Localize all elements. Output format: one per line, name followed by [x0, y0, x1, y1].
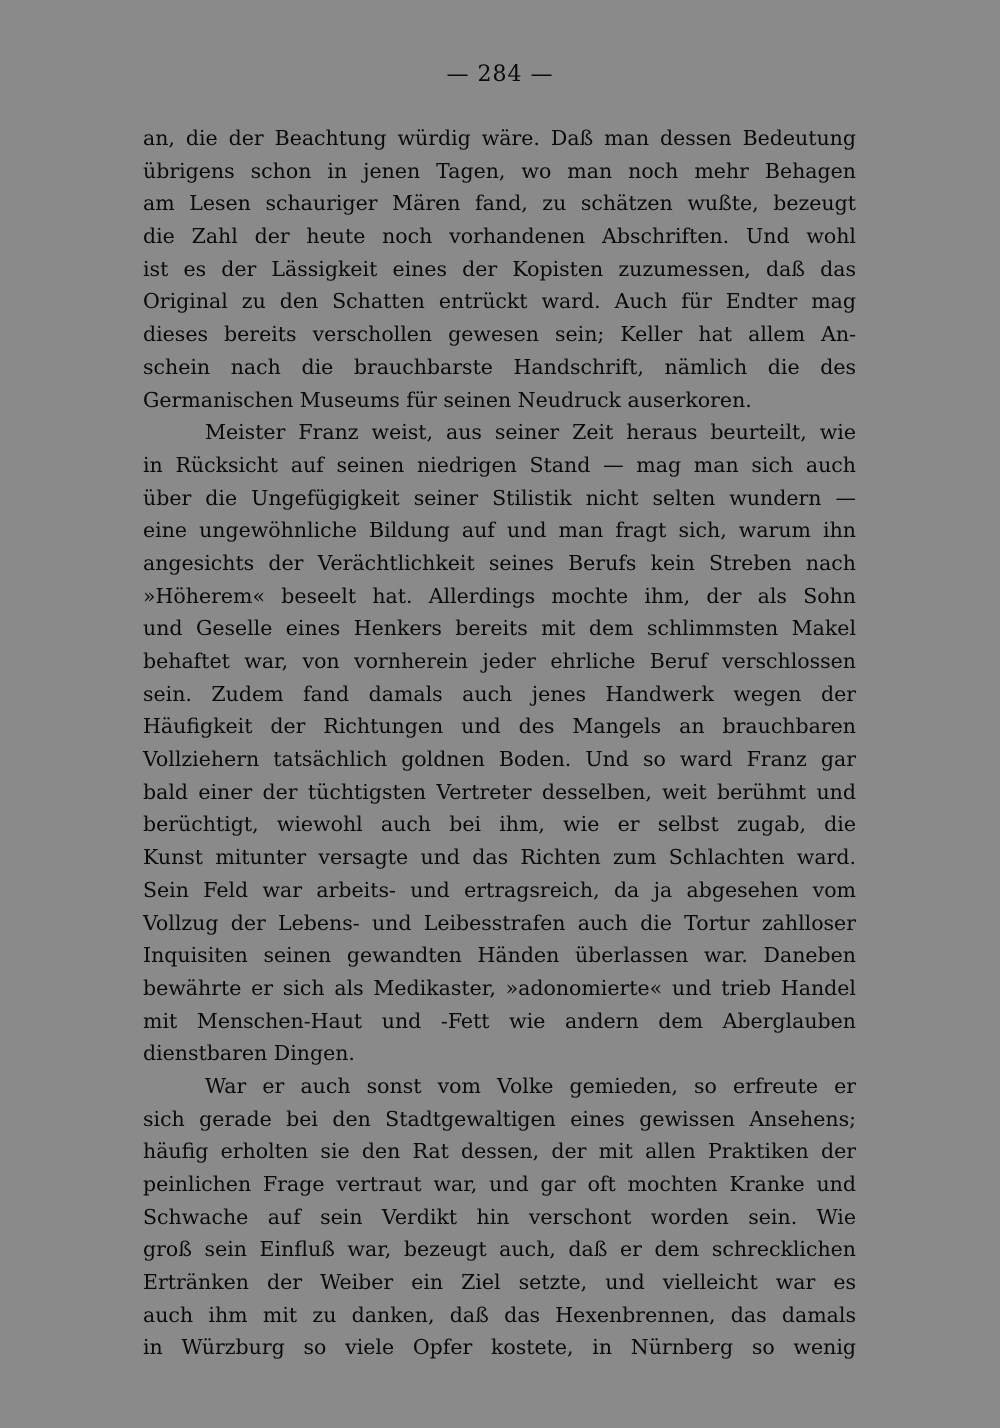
text-line: Inquisiten seinen gewandten Händen überlassen war. Daneben — [143, 943, 856, 968]
text-line: schein nach die brauchbarste Handschrift, nämlich die des — [143, 354, 856, 379]
text-line: mit Menschen-Haut und -Fett wie andern dem Aberglauben — [143, 1008, 856, 1033]
text-line: eine ungewöhnliche Bildung auf und man fragt sich, warum ihn — [143, 518, 856, 543]
text-line: Sein Feld war arbeits- und ertragsreich, da ja abgesehen vom — [143, 877, 856, 902]
text-line: bald einer der tüchtigsten Vertreter desselben, weit berühmt und — [143, 779, 856, 804]
text-line: in Würzburg so viele Opfer kostete, in Nürnberg so wenig — [143, 1335, 856, 1360]
text-line: groß sein Einfluß war, bezeugt auch, daß er dem schrecklichen — [143, 1237, 856, 1262]
text-line: Meister Franz weist, aus seiner Zeit heraus beurteilt, wie — [205, 420, 856, 445]
text-line: übrigens schon in jenen Tagen, wo man noch mehr Behagen — [143, 158, 856, 183]
text-line: dieses bereits verschollen gewesen sein; Keller hat allem An- — [143, 322, 856, 347]
text-line: Ertränken der Weiber ein Ziel setzte, und vielleicht war es — [143, 1270, 856, 1295]
text-line: bewährte er sich als Medikaster, »adonomierte« und trieb Handel — [143, 975, 856, 1000]
text-line: sein. Zudem fand damals auch jenes Handwerk wegen der — [143, 681, 856, 706]
text-line: dienstbaren Dingen. — [143, 1041, 355, 1066]
text-line: und Geselle eines Henkers bereits mit dem schlimmsten Makel — [143, 616, 856, 641]
text-line: Vollziehern tatsächlich goldnen Boden. Und so ward Franz gar — [143, 747, 856, 772]
text-line: über die Ungefügigkeit seiner Stilistik nicht selten wundern — — [143, 485, 856, 510]
text-line: häufig erholten sie den Rat dessen, der mit allen Praktiken der — [143, 1139, 856, 1164]
text-line: Häufigkeit der Richtungen und des Mangels an brauchbaren — [143, 714, 856, 739]
text-line: an, die der Beachtung würdig wäre. Daß man dessen Bedeutung — [143, 126, 856, 150]
text-line: Germanischen Museums für seinen Neudruck auserkoren. — [143, 387, 752, 412]
text-line: Schwache auf sein Verdikt hin verschont worden sein. Wie — [143, 1204, 856, 1229]
text-line: berüchtigt, wiewohl auch bei ihm, wie er selbst zugab, die — [143, 812, 856, 837]
text-line: in Rücksicht auf seinen niedrigen Stand — mag man sich auch — [143, 452, 856, 477]
text-line: behaftet war, von vornherein jeder ehrliche Beruf verschlossen — [143, 649, 856, 673]
text-line: angesichts der Verächtlichkeit seines Berufs kein Streben nach — [143, 550, 856, 575]
text-line: »Höherem« beseelt hat. Allerdings mochte ihm, der als Sohn — [143, 583, 856, 608]
text-line: War er auch sonst vom Volke gemieden, so erfreute er — [205, 1073, 856, 1098]
text-line: ist es der Lässigkeit eines der Kopisten zuzumessen, daß das — [143, 256, 856, 281]
text-line: am Lesen schauriger Mären fand, zu schätzen wußte, bezeugt — [143, 191, 856, 216]
text-line: auch ihm mit zu danken, daß das Hexenbrennen, das damals — [143, 1302, 856, 1327]
text-line: Vollzug der Lebens- und Leibesstrafen auch die Tortur zahlloser — [143, 910, 856, 935]
text-line: die Zahl der heute noch vorhandenen Abschriften. Und wohl — [143, 224, 856, 249]
text-line: Kunst mitunter versagte und das Richten zum Schlachten ward. — [143, 845, 856, 870]
text-line: Original zu den Schatten entrückt ward. Auch für Endter mag — [143, 289, 856, 314]
text-line: sich gerade bei den Stadtgewaltigen eines gewissen Ansehens; — [143, 1106, 856, 1131]
page-number: — 284 — — [446, 62, 554, 87]
text-line: peinlichen Frage vertraut war, und gar oft mochten Kranke und — [143, 1172, 856, 1196]
body-text — [143, 122, 856, 1364]
